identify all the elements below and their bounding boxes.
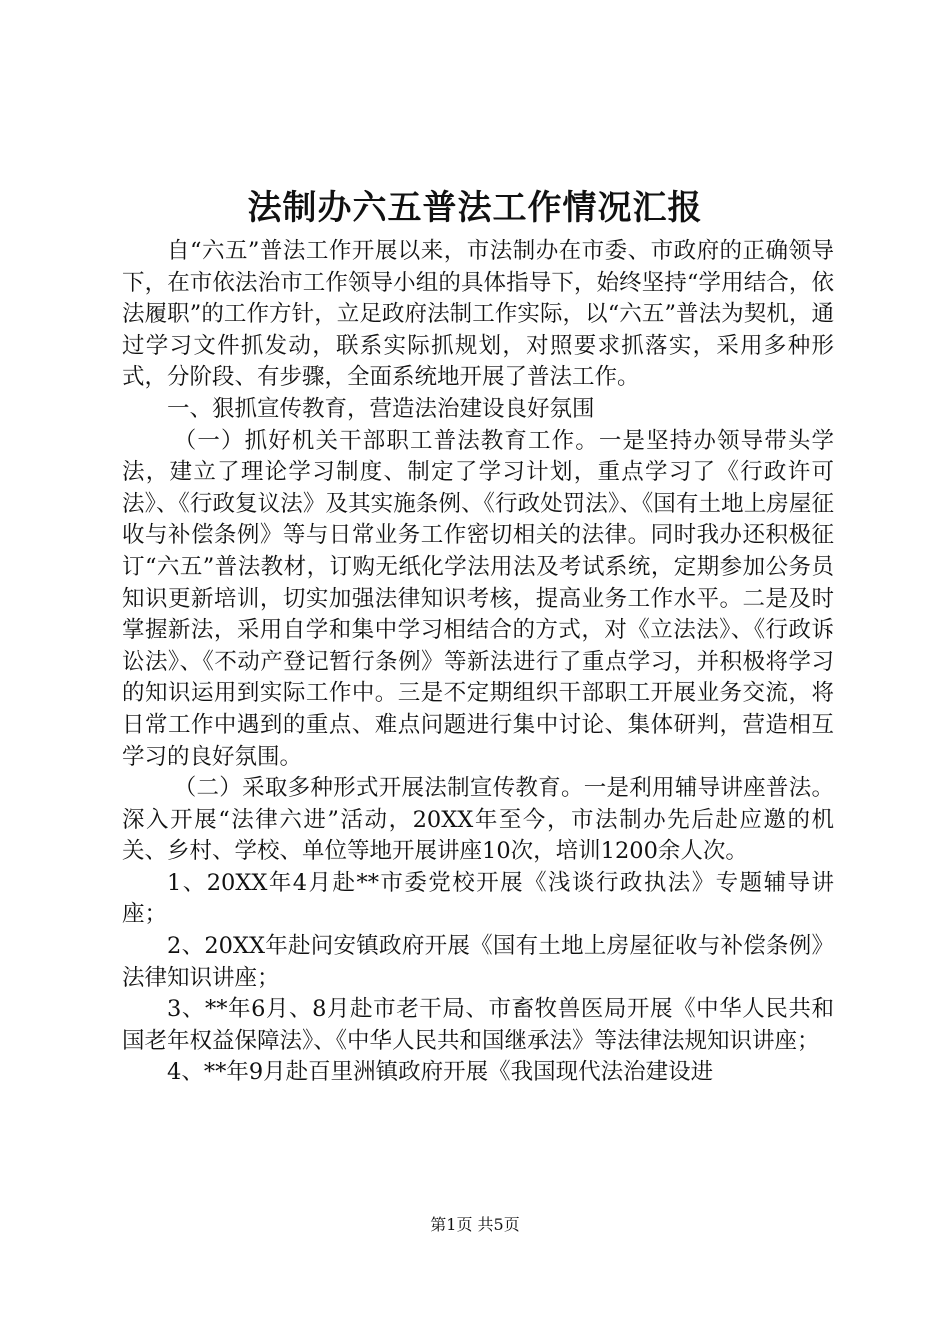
document-title: 法制办六五普法工作情况汇报 <box>247 188 703 228</box>
list-item-2: 2、20XX年赴问安镇政府开展《国有土地上房屋征收与补偿条例》法律知识讲座； <box>122 933 834 991</box>
section-heading-1: 一、狠抓宣传教育，营造法治建设良好氛围 <box>167 395 595 422</box>
paragraph-intro: 自“六五”普法工作开展以来，市法制办在市委、市政府的正确领导下，在市依法治市工作领导小组的具体指导下，始终坚持“学用结合，依法履职”的工作方针，立足政府法制工作实际，以“六五”普法为契机，通过学习文件抓发动，联系实际抓规划，对照要求抓落实，采用多种形式，分阶段、有步骤，全面系统地开展了普法工作。 <box>122 238 834 391</box>
list-item-1: 1、20XX年4月赴**市委党校开展《浅谈行政执法》专题辅导讲座； <box>122 869 834 928</box>
paragraph-subsection-2: （二）采取多种形式开展法制宣传教育。一是利用辅导讲座普法。深入开展“法律六进”活动，20XX年至今，市法制办先后赴应邀的机关、乡村、学校、单位等地开展讲座10次，培训1200余人次。 <box>122 775 834 865</box>
list-item-4: 4、**年9月赴百里洲镇政府开展《我国现代法治建设进 <box>167 1059 714 1086</box>
list-item-3: 3、**年6月、8月赴市老干局、市畜牧兽医局开展《中华人民共和国老年权益保障法》、《中华人民共和国继承法》等法律法规知识讲座； <box>122 996 834 1054</box>
page-footer: 第1页 共5页 <box>430 1215 520 1234</box>
document-body <box>122 236 834 1089</box>
paragraph-subsection-1: （一）抓好机关干部职工普法教育工作。一是坚持办领导带头学法，建立了理论学习制度、制定了学习计划，重点学习了《行政许可法》、《行政复议法》及其实施条例、《行政处罚法》、《国有土地上房屋征收与补偿条例》等与日常业务工作密切相关的法律。同时我办还积极征订“六五”普法教材，订购无纸化学法用法及考试系统，定期参加公务员知识更新培训，切实加强法律知识考核，提高业务工作水平。二是及时掌握新法，采用自学和集中学习相结合的方式，对《立法法》、《行政诉讼法》、《不动产登记暂行条例》等新法进行了重点学习，并积极将学习的知识运用到实际工作中。三是不定期组织干部职工开展业务交流，将日常工作中遇到的重点、难点问题进行集中讨论、集体研判，营造相互学习的良好氛围。 <box>122 427 834 770</box>
